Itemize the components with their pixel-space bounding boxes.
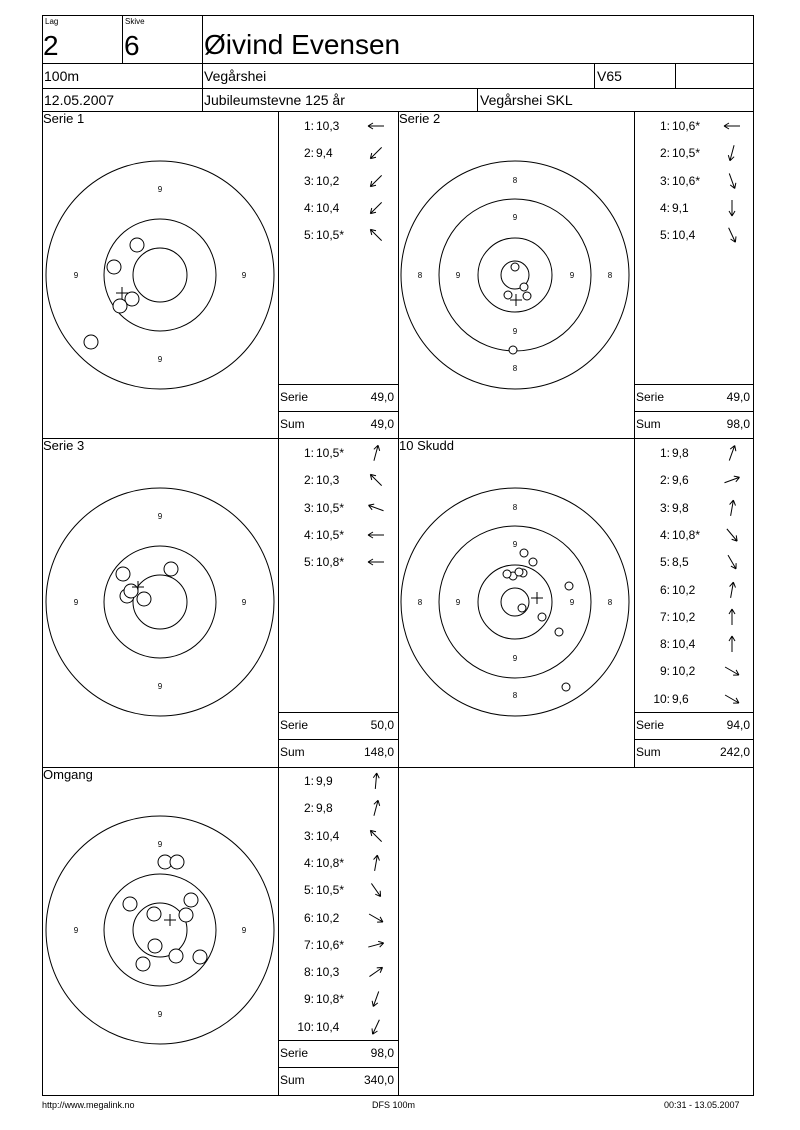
target-4 — [42, 812, 278, 1048]
target-ring-number: 9 — [512, 540, 518, 549]
sum-value: 148,0 — [363, 745, 394, 759]
target-ring-number: 9 — [73, 271, 79, 280]
sum-label: Sum — [636, 745, 661, 759]
shot-score: 10,6* — [316, 937, 345, 952]
shot-row — [280, 963, 388, 981]
sum-row — [634, 745, 752, 760]
shot-row — [636, 608, 744, 626]
shot-row — [636, 526, 744, 544]
shot-score: 10,2 — [316, 910, 340, 925]
shot-score: 10,2 — [672, 609, 696, 624]
shot-row — [280, 827, 388, 845]
shot-number: 4: — [659, 200, 670, 215]
group-center-cross — [164, 914, 176, 926]
sum-divider — [634, 411, 754, 412]
target-ring-2 — [478, 238, 552, 312]
shot-score: 9,8 — [672, 500, 689, 515]
target-ring-number: 8 — [607, 271, 613, 280]
target-ring-1 — [104, 219, 216, 331]
shot-direction-arrow-icon — [364, 226, 388, 244]
sum-value: 49,0 — [370, 417, 394, 431]
header-divider-2 — [42, 88, 754, 89]
group-center-cross — [531, 592, 543, 604]
shot-row — [636, 690, 744, 708]
target-ring-0 — [401, 488, 629, 716]
shot-number: 2: — [303, 146, 314, 161]
shot-hole-5 — [137, 592, 151, 606]
shot-hole-4 — [113, 299, 127, 313]
shot-direction-arrow-icon — [364, 1018, 388, 1036]
shot-row — [280, 936, 388, 954]
class: V65 — [597, 68, 622, 84]
serie-label: Serie — [636, 718, 665, 732]
shot-score: 10,3 — [316, 965, 340, 980]
shot-row — [636, 199, 744, 217]
shot-score: 9,1 — [672, 200, 689, 215]
target-3 — [397, 484, 633, 720]
panel-title: Serie 2 — [399, 111, 441, 126]
shot-direction-arrow-icon — [364, 990, 388, 1008]
shot-hole-2 — [164, 562, 178, 576]
serie-divider — [634, 712, 754, 713]
shot-score: 10,3 — [316, 119, 340, 133]
shot-number: 2: — [303, 801, 314, 816]
shot-direction-arrow-icon — [720, 553, 744, 571]
shot-row — [280, 553, 388, 571]
shot-hole-7 — [148, 939, 162, 953]
shot-direction-arrow-icon — [364, 526, 388, 544]
target-1 — [397, 157, 633, 393]
shot-number: 3: — [303, 173, 314, 188]
shot-score: 10,5* — [316, 500, 345, 515]
target-ring-number: 9 — [455, 598, 461, 607]
sum-label: Sum — [280, 745, 305, 759]
organizer: Vegårshei SKL — [480, 92, 573, 108]
target-ring-number: 9 — [157, 1010, 163, 1019]
serie-value: 50,0 — [370, 718, 394, 732]
shot-direction-arrow-icon — [364, 854, 388, 872]
shot-direction-arrow-icon — [720, 662, 744, 680]
target-ring-number: 8 — [417, 271, 423, 280]
shot-row — [280, 471, 388, 489]
shot-number: 1: — [659, 446, 670, 460]
shot-direction-arrow-icon — [720, 690, 744, 708]
shot-score: 10,4 — [316, 200, 340, 215]
sum-row — [278, 1073, 396, 1088]
target-ring-0 — [401, 161, 629, 389]
shot-row — [636, 172, 744, 190]
target-ring-number: 8 — [512, 176, 518, 185]
serie-row — [634, 390, 752, 405]
shot-row — [636, 662, 744, 680]
shot-score: 10,4 — [316, 1019, 340, 1034]
shot-score: 9,8 — [316, 801, 333, 816]
shot-hole-4 — [503, 570, 511, 578]
shot-score: 8,5 — [672, 555, 689, 570]
sum-divider — [634, 739, 754, 740]
shot-hole-9 — [555, 628, 563, 636]
shot-number: 10: — [653, 691, 670, 706]
shot-row — [636, 226, 744, 244]
shot-direction-arrow-icon — [364, 963, 388, 981]
serie-label: Serie — [280, 390, 309, 404]
serie-value: 94,0 — [726, 718, 750, 732]
shot-number: 4: — [303, 855, 314, 870]
sum-value: 340,0 — [363, 1073, 394, 1087]
header-vdivider-lag — [122, 15, 123, 63]
shot-direction-arrow-icon — [720, 444, 744, 462]
shot-number: 5: — [303, 555, 314, 570]
shot-direction-arrow-icon — [364, 772, 388, 790]
shot-hole-9 — [193, 950, 207, 964]
target-ring-number: 9 — [569, 598, 575, 607]
grid-vline-1 — [278, 111, 279, 1096]
serie-label: Serie — [280, 1046, 309, 1060]
shot-score: 9,6 — [672, 473, 689, 488]
shot-number: 6: — [303, 910, 314, 925]
shot-number: 1: — [659, 119, 670, 133]
shot-direction-arrow-icon — [364, 936, 388, 954]
shot-score: 10,2 — [316, 173, 340, 188]
header-vdivider-org — [477, 88, 478, 111]
shot-score: 10,5* — [316, 228, 345, 243]
shot-hole-1 — [130, 238, 144, 252]
panel-title: Serie 3 — [43, 438, 85, 453]
skive-label: Skive — [125, 17, 145, 26]
serie-row — [278, 1046, 396, 1061]
sum-label: Sum — [636, 417, 661, 431]
shot-direction-arrow-icon — [364, 117, 388, 135]
shot-hole-4 — [147, 907, 161, 921]
target-ring-1 — [104, 874, 216, 986]
shot-direction-arrow-icon — [720, 199, 744, 217]
shot-hole-2 — [170, 855, 184, 869]
lag-label: Lag — [45, 17, 59, 26]
shot-row — [280, 144, 388, 162]
shot-number: 6: — [659, 582, 670, 597]
skive-value: 6 — [124, 30, 140, 61]
shot-hole-6 — [515, 568, 523, 576]
shot-number: 1: — [303, 446, 314, 460]
shot-direction-arrow-icon — [720, 526, 744, 544]
target-ring-number: 9 — [157, 512, 163, 521]
target-ring-number: 9 — [73, 926, 79, 935]
shot-hole-1 — [520, 549, 528, 557]
shot-hole-2 — [529, 558, 537, 566]
shot-hole-6 — [184, 893, 198, 907]
shot-row — [280, 199, 388, 217]
distance: 100m — [44, 68, 80, 84]
shot-score: 10,8* — [316, 992, 345, 1007]
sum-row — [634, 417, 752, 432]
shot-number: 1: — [303, 119, 314, 133]
target-ring-number: 9 — [241, 271, 247, 280]
shot-score: 9,8 — [672, 446, 689, 460]
shot-hole-2 — [107, 260, 121, 274]
target-ring-number: 9 — [569, 271, 575, 280]
shot-number: 4: — [303, 527, 314, 542]
shot-score: 10,2 — [672, 582, 696, 597]
serie-value: 98,0 — [370, 1046, 394, 1060]
shot-row — [280, 772, 388, 790]
shot-row — [636, 117, 744, 135]
shot-hole-10 — [562, 683, 570, 691]
shot-hole-3 — [123, 897, 137, 911]
serie-divider — [278, 712, 398, 713]
shot-score: 10,5* — [316, 527, 345, 542]
shot-score: 9,9 — [316, 774, 333, 788]
shot-row — [636, 635, 744, 653]
shot-number: 5: — [659, 228, 670, 243]
shot-score: 10,2 — [672, 664, 696, 679]
sum-value: 242,0 — [719, 745, 750, 759]
shot-score: 10,3 — [316, 473, 340, 488]
shot-row — [280, 990, 388, 1008]
shot-hole-7 — [565, 582, 573, 590]
shot-hole-2 — [504, 291, 512, 299]
shot-row — [280, 909, 388, 927]
shot-direction-arrow-icon — [364, 881, 388, 899]
shot-direction-arrow-icon — [720, 144, 744, 162]
shot-score: 10,5* — [672, 146, 701, 161]
target-ring-number: 9 — [241, 598, 247, 607]
shot-number: 3: — [659, 500, 670, 515]
serie-label: Serie — [636, 390, 665, 404]
target-2 — [42, 484, 278, 720]
panel-title: 10 Skudd — [399, 438, 454, 453]
shot-number: 9: — [303, 992, 314, 1007]
target-ring-number: 9 — [455, 271, 461, 280]
panel-title: Omgang — [43, 767, 93, 782]
serie-row — [278, 390, 396, 405]
shooter-name: Øivind Evensen — [204, 29, 401, 60]
shot-number: 1: — [303, 774, 314, 788]
shot-hole-10 — [136, 957, 150, 971]
shot-number: 2: — [303, 473, 314, 488]
shot-direction-arrow-icon — [364, 553, 388, 571]
target-ring-number: 8 — [512, 691, 518, 700]
shot-hole-4 — [511, 263, 519, 271]
target-ring-number: 9 — [512, 654, 518, 663]
grid-vline-3 — [634, 111, 635, 767]
shot-direction-arrow-icon — [720, 226, 744, 244]
shot-direction-arrow-icon — [364, 499, 388, 517]
serie-divider — [278, 384, 398, 385]
shot-number: 5: — [303, 228, 314, 243]
shot-direction-arrow-icon — [364, 172, 388, 190]
shot-score: 10,8* — [672, 527, 701, 542]
shot-direction-arrow-icon — [720, 117, 744, 135]
target-ring-number: 9 — [157, 355, 163, 364]
shot-score: 10,4 — [672, 228, 696, 243]
sum-label: Sum — [280, 1073, 305, 1087]
target-ring-number: 9 — [512, 327, 518, 336]
serie-row — [278, 718, 396, 733]
target-ring-number: 9 — [157, 185, 163, 194]
shot-number: 10: — [297, 1019, 314, 1034]
shot-hole-3 — [523, 292, 531, 300]
shot-number: 5: — [659, 555, 670, 570]
shot-score: 10,4 — [672, 637, 696, 652]
shot-direction-arrow-icon — [364, 799, 388, 817]
sum-label: Sum — [280, 417, 305, 431]
target-ring-3 — [501, 588, 529, 616]
shot-number: 4: — [303, 200, 314, 215]
shot-hole-8 — [169, 949, 183, 963]
lag-value: 2 — [43, 30, 59, 61]
shot-score: 10,5* — [316, 446, 345, 460]
sum-value: 98,0 — [726, 417, 750, 431]
shot-number: 3: — [303, 500, 314, 515]
serie-value: 49,0 — [726, 390, 750, 404]
shot-score: 10,6* — [672, 119, 701, 133]
shot-number: 3: — [659, 173, 670, 188]
shot-row — [280, 172, 388, 190]
shot-direction-arrow-icon — [720, 471, 744, 489]
shot-score: 10,4 — [316, 828, 340, 843]
shot-direction-arrow-icon — [364, 471, 388, 489]
club: Vegårshei — [204, 68, 267, 84]
shot-row — [636, 471, 744, 489]
footer-timestamp: 00:31 - 13.05.2007 — [664, 1100, 740, 1110]
date: 12.05.2007 — [44, 92, 115, 108]
header-vdivider-class2 — [675, 63, 676, 88]
serie-row — [634, 718, 752, 733]
shot-direction-arrow-icon — [364, 444, 388, 462]
grid-vline-omgang — [398, 767, 399, 1096]
target-ring-2 — [133, 248, 187, 302]
shot-score: 9,4 — [316, 146, 333, 161]
shot-row — [280, 881, 388, 899]
shot-direction-arrow-icon — [720, 635, 744, 653]
shot-score: 10,8* — [316, 855, 345, 870]
shot-hole-11 — [518, 604, 526, 612]
shot-hole-4 — [124, 584, 138, 598]
shot-score: 10,5* — [316, 883, 345, 898]
shot-row — [636, 499, 744, 517]
sum-divider — [278, 1067, 398, 1068]
shot-row — [636, 444, 744, 462]
serie-divider — [634, 384, 754, 385]
shot-number: 7: — [303, 937, 314, 952]
target-ring-number: 8 — [512, 364, 518, 373]
header-divider-1 — [42, 63, 754, 64]
shot-row — [280, 499, 388, 517]
shot-row — [280, 854, 388, 872]
shot-number: 9: — [659, 664, 670, 679]
shot-number: 2: — [659, 473, 670, 488]
header-vdivider-skive — [202, 15, 203, 111]
footer-program: DFS 100m — [372, 1100, 416, 1110]
shot-direction-arrow-icon — [720, 581, 744, 599]
shot-direction-arrow-icon — [364, 144, 388, 162]
shot-direction-arrow-icon — [720, 608, 744, 626]
footer-url[interactable]: http://www.megalink.no — [42, 1100, 135, 1110]
target-ring-number: 9 — [157, 682, 163, 691]
shot-row — [636, 144, 744, 162]
shot-row — [636, 553, 744, 571]
shot-score: 10,6* — [672, 173, 701, 188]
target-ring-number: 9 — [157, 840, 163, 849]
shot-direction-arrow-icon — [364, 827, 388, 845]
shot-direction-arrow-icon — [364, 199, 388, 217]
shot-direction-arrow-icon — [720, 172, 744, 190]
shot-row — [280, 1018, 388, 1036]
sum-divider — [278, 411, 398, 412]
shot-number: 4: — [659, 527, 670, 542]
serie-label: Serie — [280, 718, 309, 732]
target-ring-number: 8 — [607, 598, 613, 607]
shot-number: 7: — [659, 609, 670, 624]
shot-row — [280, 799, 388, 817]
shot-score: 9,6 — [672, 691, 689, 706]
sum-row — [278, 745, 396, 760]
sum-divider — [278, 739, 398, 740]
shot-hole-8 — [538, 613, 546, 621]
sum-row — [278, 417, 396, 432]
shot-number: 5: — [303, 883, 314, 898]
shot-number: 3: — [303, 828, 314, 843]
shot-hole-5 — [84, 335, 98, 349]
shot-row — [280, 444, 388, 462]
shot-row — [636, 581, 744, 599]
shot-hole-1 — [116, 567, 130, 581]
shot-score: 10,8* — [316, 555, 345, 570]
serie-divider — [278, 1040, 398, 1041]
shot-row — [280, 226, 388, 244]
shot-number: 2: — [659, 146, 670, 161]
target-ring-number: 8 — [417, 598, 423, 607]
shot-direction-arrow-icon — [364, 909, 388, 927]
shot-row — [280, 526, 388, 544]
shot-hole-5 — [509, 346, 517, 354]
shot-number: 8: — [659, 637, 670, 652]
target-ring-number: 9 — [241, 926, 247, 935]
shot-row — [280, 117, 388, 135]
grid-hline-1 — [42, 438, 754, 439]
target-ring-number: 9 — [73, 598, 79, 607]
panel-title: Serie 1 — [43, 111, 85, 126]
shot-number: 8: — [303, 965, 314, 980]
header-vdivider-class — [594, 63, 595, 88]
serie-value: 49,0 — [370, 390, 394, 404]
shot-hole-1 — [520, 283, 528, 291]
shot-direction-arrow-icon — [720, 499, 744, 517]
target-0 — [42, 157, 278, 393]
shot-hole-5 — [179, 908, 193, 922]
target-ring-number: 8 — [512, 503, 518, 512]
target-ring-number: 9 — [512, 213, 518, 222]
event: Jubileumstevne 125 år — [204, 92, 345, 108]
target-ring-1 — [104, 546, 216, 658]
